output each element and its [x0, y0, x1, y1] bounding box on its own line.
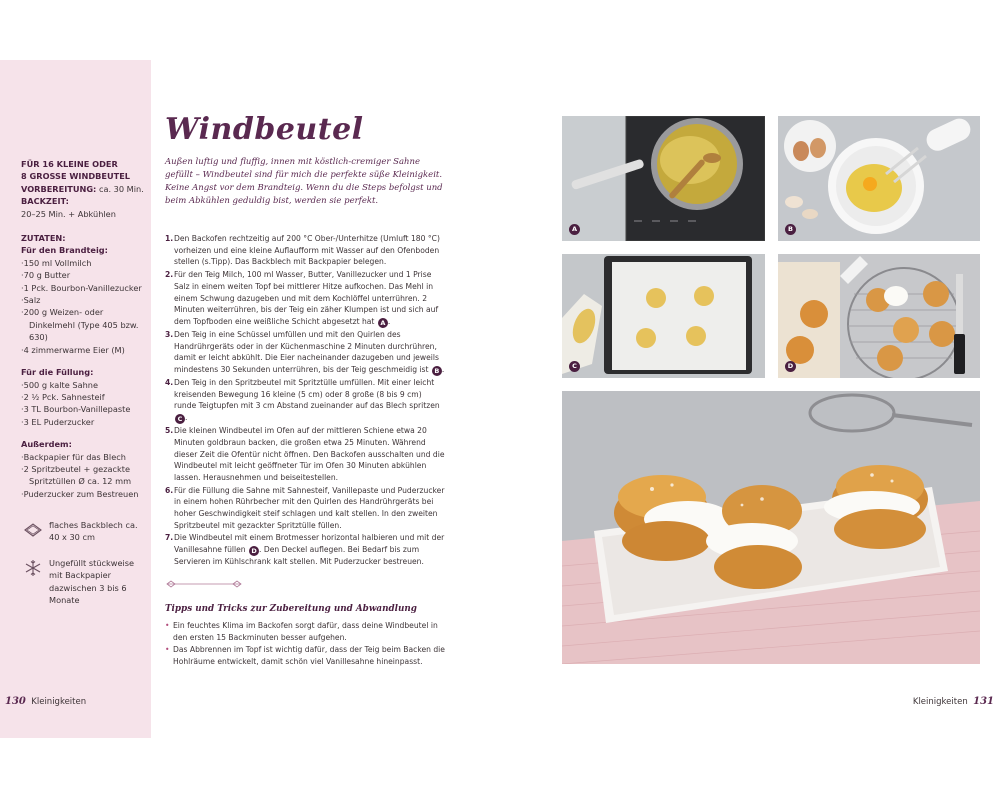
page-number-right: 131 [973, 696, 994, 707]
list-item: • Das Abbrennen im Topf ist wichtig dafür, dass der Teig beim Backen die Hohlräume entwickelt, damit schön viel Vanillesahne hineinpasst. [165, 645, 445, 667]
photo-finished-windbeutel [562, 391, 980, 664]
step-text: Den Teig in eine Schüssel umfüllen und mit den Quirlen des Handrührgeräts oder in der Küchenmaschine 2 Minuten durchrühren, damit er leicht abkühlt. Die Eier nacheinander dazugeben und jeweils mindestens 30 Sekunden unterrühren, bis der Teig geschmeidig ist [174, 329, 439, 375]
photo-badge: A [569, 224, 580, 235]
photo-step-a [562, 116, 765, 241]
list-item: · 3 TL Bourbon-Vanillepaste [21, 403, 146, 415]
step-number: 6. [165, 485, 174, 495]
step-text: Für die Füllung die Sahne mit Sahnesteif, Vanillepaste und Puderzucker in einem hohen Rührbecher mit den Quirlen des Handrührgeräts bei hoher Geschwindigkeit steif schlagen und kalt stellen. In den zweiten Spritzbeutel mit gezackter Spritztülle füllen. [174, 485, 445, 530]
photo-badge: B [785, 224, 796, 235]
footer-left [5, 696, 86, 707]
page-number-left: 130 [5, 696, 26, 707]
tip-text: Ein feuchtes Klima im Backofen sorgt dafür, dass deine Windbeutel in den ersten 15 Backminuten besser aufgehen. [173, 621, 438, 642]
filling-heading: Für die Füllung: [21, 367, 94, 378]
prep-label: VORBEREITUNG: [21, 183, 97, 194]
section-name-left: Kleinigkeiten [31, 697, 87, 707]
step-number: 3. [165, 329, 174, 339]
bake-value: 20–25 Min. + Abkühlen [21, 208, 116, 219]
list-item: · Backpapier für das Blech [21, 451, 146, 463]
recipe-steps [165, 233, 445, 569]
step-text: Die kleinen Windbeutel im Ofen auf der mittleren Schiene etwa 20 Minuten goldbraun backen, die großen etwa 25 Minuten. Während dieser Zeit die Ofentür nicht öffnen. Den Backofen ausschalten und die Windbeutel mit leicht geöffneter Tür im Ofen 30 Minuten abkühlen lassen. Herausnehmen und beiseitestellen. [174, 426, 445, 482]
baking-tray-icon [21, 519, 45, 544]
photo-step-c [562, 254, 765, 378]
filling-list [21, 379, 146, 429]
yield-line-2: 8 GROSSE WINDBEUTEL [21, 171, 131, 182]
extra-list [21, 451, 146, 501]
yield-line-1: FÜR 16 KLEINE ODER [21, 159, 118, 169]
bake-label: BACKZEIT: [21, 196, 69, 207]
photo-badge: C [569, 361, 580, 372]
recipe-title: Windbeutel [165, 112, 364, 147]
step-badge: B [432, 366, 442, 376]
tip-text: Das Abbrennen im Topf ist wichtig dafür, dass der Teig beim Backen die Hohlräume entwickelt, damit schön viel Vanillesahne hineinpasst. [173, 645, 445, 667]
freeze-note-text: Ungefüllt stückweise mit Backpapier dazwischen 3 bis 6 Monate [49, 558, 135, 606]
list-item: · 150 ml Vollmilch [21, 257, 146, 269]
photo-step-b [778, 116, 980, 241]
freeze-note [21, 557, 146, 607]
photo-step-d [778, 254, 980, 378]
snowflake-icon [21, 557, 45, 607]
photo-badge: D [785, 361, 796, 372]
list-item: · 2 Spritzbeutel + gezackte Spritztüllen Ø ca. 12 mm [21, 463, 146, 488]
list-item: · Salz [21, 294, 146, 306]
prep-value: ca. 30 Min. [98, 183, 144, 194]
list-item: · 2 ½ Pck. Sahnesteif [21, 391, 146, 403]
tips-title: Tipps und Tricks zur Zubereitung und Abwandlung [165, 604, 417, 614]
step-item [165, 485, 445, 532]
footer-right [913, 696, 994, 707]
step-number: 1. [165, 234, 174, 243]
step-item [165, 233, 445, 268]
step-item: 3. Den Teig in eine Schüssel umfüllen und mit den Quirlen des Handrührgeräts oder in der Küchenmaschine 2 Minuten durchrühren, damit er leicht abkühlt. Die Eier nacheinander dazugeben und jeweils mindestens 30 Sekunden unterrühren, bis der Teig geschmeidig ist B . [165, 329, 445, 376]
step-badge: A [378, 318, 388, 328]
step-number: 4. [165, 378, 174, 388]
prep-time [21, 183, 146, 195]
list-item: · 4 zimmerwarme Eier (M) [21, 344, 146, 356]
tray-note-text: flaches Backblech ca. 40 x 30 cm [49, 520, 138, 543]
list-item: • Ein feuchtes Klima im Backofen sorgt dafür, dass deine Windbeutel in den ersten 15 Backminuten besser aufgehen. [165, 620, 445, 643]
list-item: · Puderzucker zum Bestreuen [21, 488, 146, 500]
step-item: 2. Für den Teig Milch, 100 ml Wasser, Butter, Vanillezucker und 1 Prise Salz in einem weiten Topf bei mittlerer Hitze aufkochen. Das Mehl in einem Schwung dazugeben und mit dem Kochlöffel unterrühren. 2 Minuten weiterrühren, bis der Teig ein zäher Klumpen ist und sich auf dem Topfboden eine weißliche Schicht abgesetzt hat A . [165, 270, 439, 327]
section-name-right: Kleinigkeiten [912, 697, 968, 707]
recipe-intro: Außen luftig und fluffig, innen mit köstlich-cremiger Sahne gefüllt – Windbeutel sind für mich die perfekte süße Kleinigkeit. Keine Angst vor dem Brandteig. Wenn du die Steps befolgst und beim Abkühlen geduldig bist, werden sie perfekt. [165, 157, 443, 206]
list-item: · 70 g Butter [21, 269, 146, 281]
step-text: Die Windbeutel mit einem Brotmesser horizontal halbieren und mit der Vanillesahne füllen [174, 533, 445, 555]
ornament-divider [165, 578, 245, 590]
list-item: · 200 g Weizen- oder Dinkelmehl (Type 405 bzw. 630) [21, 306, 146, 343]
tray-note [21, 519, 146, 544]
dough-heading: Für den Brandteig: [21, 245, 108, 256]
dough-list [21, 257, 146, 356]
step-text-after: . Den Deckel auflegen. Bei Bedarf bis zum Servieren im Kühlschrank kalt stellen. Mit Puderzucker bestreuen. [174, 545, 424, 567]
ingredients-heading: ZUTATEN: [21, 233, 66, 244]
ingredients-panel [21, 158, 146, 500]
list-item: · 1 Pck. Bourbon-Vanillezucker [21, 282, 146, 294]
step-item [165, 532, 445, 567]
step-number: 2. [165, 270, 174, 280]
step-text: Den Teig in den Spritzbeutel mit Spritztülle umfüllen. Mit einer leicht kreisenden Bewegung 16 kleine (5 cm) oder 8 große (8 bis 9 cm) runde Teigtupfen mit 3 cm Abstand zueinander auf das Blech spritzen [174, 378, 440, 411]
extra-heading: Außerdem: [21, 439, 72, 450]
step-text: Den Backofen rechtzeitig auf 200 °C Ober-/Unterhitze (Umluft 180 °C) vorheizen und eine kleine Auflaufform mit Wasser auf den Ofenboden stellen (s.Tipp). Das Backblech mit Backpapier belegen. [174, 234, 440, 267]
step-text: Für den Teig Milch, 100 ml Wasser, Butter, Vanillezucker und 1 Prise Salz in einem weiten Topf bei mittlerer Hitze aufkochen. Das Mehl in einem Schwung dazugeben und mit dem Kochlöffel unterrühren. 2 Minuten weiterrühren, bis der Teig ein zäher Klumpen ist und sich auf dem Topfboden eine weißliche Schicht abgesetzt hat [174, 270, 439, 326]
step-badge: C [175, 414, 185, 424]
step-number: 5. [165, 426, 174, 436]
tips-list [165, 620, 445, 669]
step-number: 7. [165, 533, 174, 543]
step-item: 4. Den Teig in den Spritzbeutel mit Spritztülle umfüllen. Mit einer leicht kreisenden Bewegung 16 kleine (5 cm) oder 8 große (8 bis 9 cm) runde Teigtupfen mit 3 cm Abstand zueinander auf das Blech spritzen C . [165, 378, 440, 424]
step-badge: D [249, 546, 259, 556]
list-item: · 3 EL Puderzucker [21, 416, 146, 428]
list-item: · 500 g kalte Sahne [21, 379, 146, 391]
step-item [165, 425, 445, 484]
